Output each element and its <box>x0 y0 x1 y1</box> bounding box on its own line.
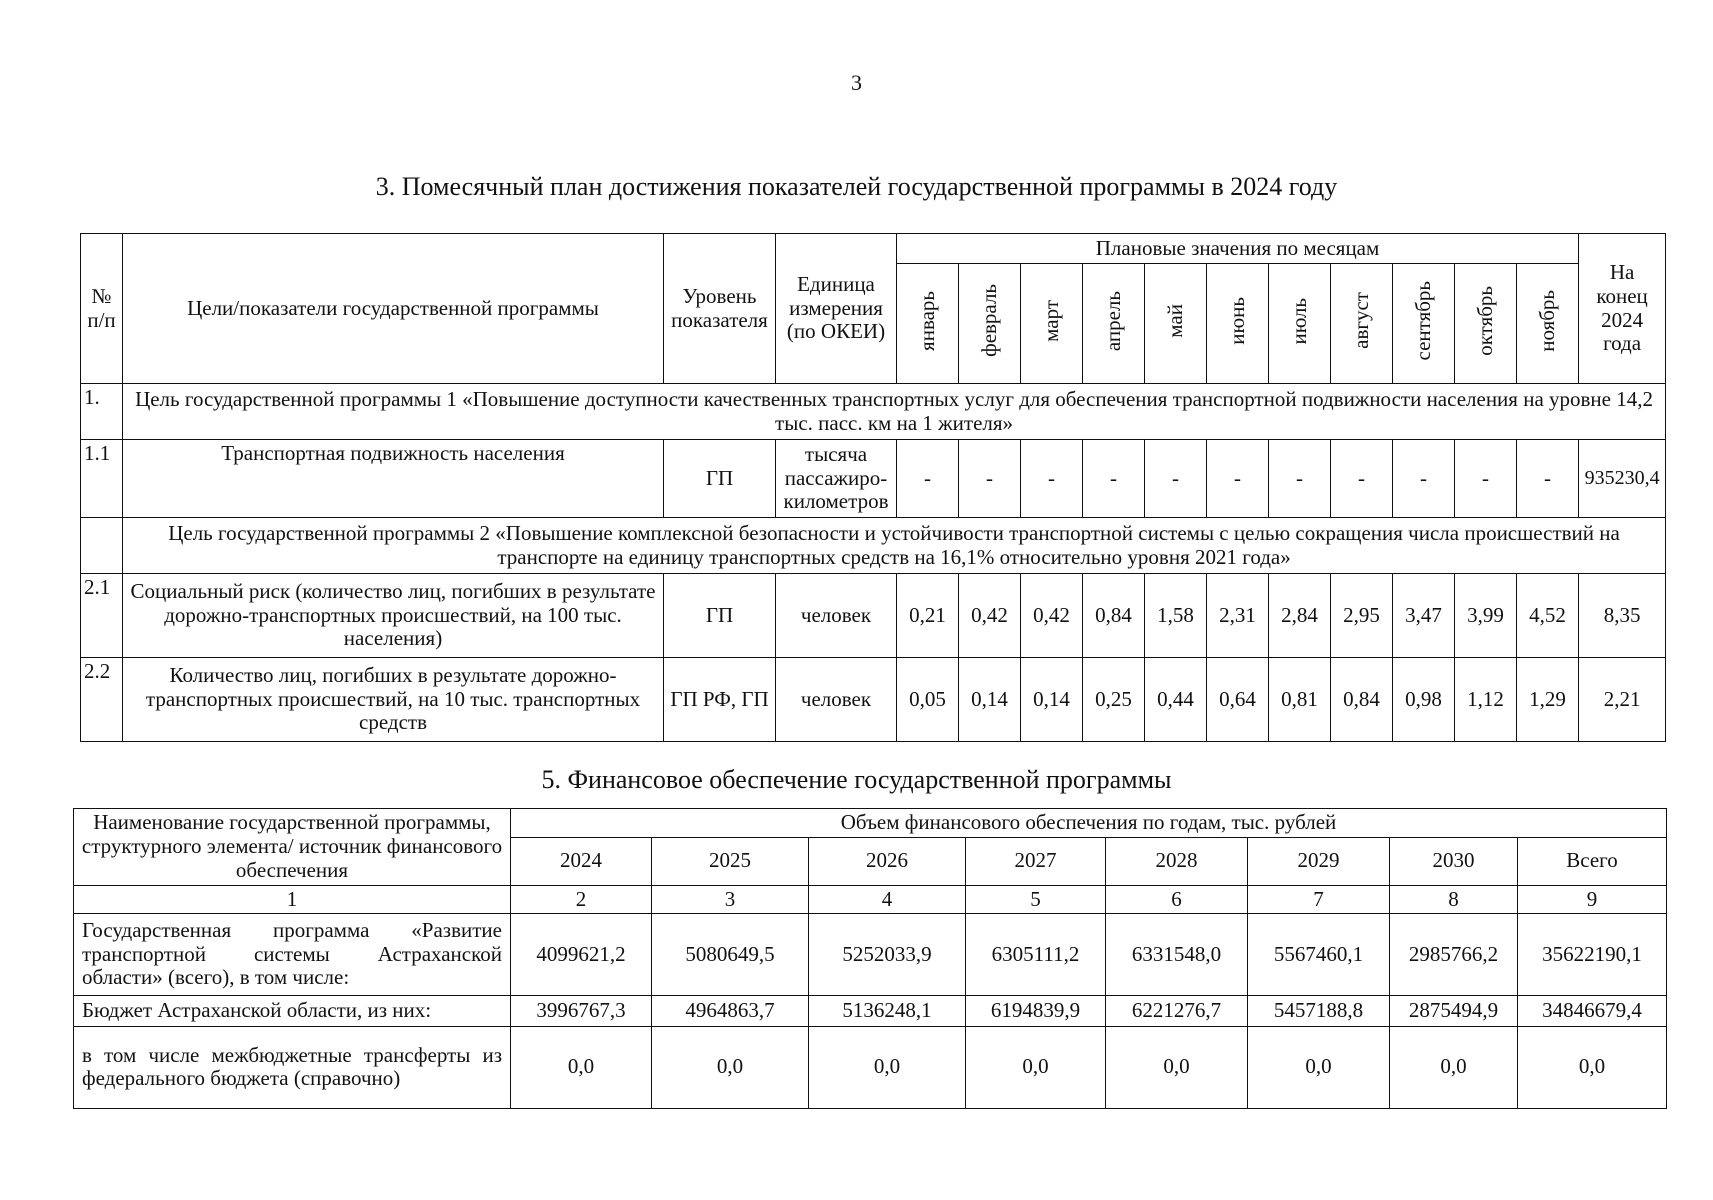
goal-num: 1. <box>81 384 123 440</box>
end-value: 935230,4 <box>1579 440 1666 518</box>
fin-value: 3996767,3 <box>511 996 652 1027</box>
month-header: апрель <box>1083 264 1145 384</box>
month-value: 0,21 <box>897 574 959 658</box>
year-header: 2029 <box>1248 837 1390 885</box>
header-end: На конец 2024 года <box>1579 234 1666 384</box>
end-value: 8,35 <box>1579 574 1666 658</box>
month-header: февраль <box>959 264 1021 384</box>
month-value: - <box>1083 440 1145 518</box>
fin-value: 6221276,7 <box>1106 996 1248 1027</box>
month-header: октябрь <box>1455 264 1517 384</box>
month-value: 1,58 <box>1145 574 1207 658</box>
month-header: март <box>1021 264 1083 384</box>
header-volume: Объем финансового обеспечения по годам, тыс. рублей <box>511 809 1667 838</box>
page-number: 3 <box>851 70 862 95</box>
fin-value: 4099621,2 <box>511 914 652 996</box>
fin-total: 34846679,4 <box>1518 996 1667 1027</box>
month-value: 4,52 <box>1517 574 1579 658</box>
col-number: 3 <box>652 885 809 914</box>
indicator-name: Транспортная подвижность населения <box>123 440 664 518</box>
fin-value: 6305111,2 <box>966 914 1106 996</box>
year-header: 2028 <box>1106 837 1248 885</box>
fin-value: 4964863,7 <box>652 996 809 1027</box>
goal-text: Цель государственной программы 1 «Повышение доступности качественных транспортных услуг для обеспечения транспортной подвижности населения на уровне 14,2 тыс. пасс. км на 1 жителя» <box>123 384 1666 440</box>
fin-value: 2985766,2 <box>1390 914 1518 996</box>
program-name: в том числе межбюджетные трансферты из федерального бюджета (справочно) <box>74 1026 511 1108</box>
month-header: июль <box>1269 264 1331 384</box>
fin-value: 5567460,1 <box>1248 914 1390 996</box>
table-row <box>74 996 1667 1027</box>
month-value: 0,84 <box>1331 658 1393 742</box>
col-number: 5 <box>966 885 1106 914</box>
goal-row <box>81 384 1666 440</box>
month-value: 0,25 <box>1083 658 1145 742</box>
row-num: 2.2 <box>81 658 123 742</box>
row-num: 1.1 <box>81 440 123 518</box>
year-header: 2026 <box>809 837 966 885</box>
month-value: 0,14 <box>1021 658 1083 742</box>
fin-value: 0,0 <box>652 1026 809 1108</box>
goal-text: Цель государственной программы 2 «Повышение комплексной безопасности и устойчивости транспортной системы с целью сокращения числа происшествий на транспорте на единицу транспортных средств на 16,1% относительно уровня 2021 года» <box>123 518 1666 574</box>
year-header: 2024 <box>511 837 652 885</box>
month-value: 3,99 <box>1455 574 1517 658</box>
month-value: - <box>1207 440 1269 518</box>
col-number: 1 <box>74 885 511 914</box>
year-header: 2030 <box>1390 837 1518 885</box>
fin-value: 0,0 <box>1106 1026 1248 1108</box>
month-value: 0,14 <box>959 658 1021 742</box>
end-value: 2,21 <box>1579 658 1666 742</box>
month-header: сентябрь <box>1393 264 1455 384</box>
col-number: 9 <box>1518 885 1667 914</box>
col-number: 6 <box>1106 885 1248 914</box>
col-number: 4 <box>809 885 966 914</box>
header-fin-name: Наименование государственной программы, структурного элемента/ источник финансового обеспечения <box>74 809 511 886</box>
month-value: 0,98 <box>1393 658 1455 742</box>
program-name: Бюджет Астраханской области, из них: <box>74 996 511 1027</box>
indicator-level: ГП <box>664 574 776 658</box>
month-value: 0,44 <box>1145 658 1207 742</box>
indicator-unit: человек <box>776 574 897 658</box>
fin-value: 0,0 <box>511 1026 652 1108</box>
fin-value: 2875494,9 <box>1390 996 1518 1027</box>
month-value: - <box>1145 440 1207 518</box>
month-value: - <box>1021 440 1083 518</box>
table-row <box>74 1026 1667 1108</box>
fin-value: 5136248,1 <box>809 996 966 1027</box>
table-row <box>81 574 1666 658</box>
header-unit: Единица измерения (по ОКЕИ) <box>776 234 897 384</box>
fin-value: 0,0 <box>1248 1026 1390 1108</box>
indicator-name: Количество лиц, погибших в результате дорожно-транспортных происшествий, на 10 тыс. транспортных средств <box>123 658 664 742</box>
month-header: январь <box>897 264 959 384</box>
indicator-unit: тысяча пассажиро-километров <box>776 440 897 518</box>
monthly-plan-table <box>80 233 1666 742</box>
month-value: 2,31 <box>1207 574 1269 658</box>
fin-value: 6331548,0 <box>1106 914 1248 996</box>
month-value: 0,84 <box>1083 574 1145 658</box>
header-level: Уровень показателя <box>664 234 776 384</box>
indicator-level: ГП <box>664 440 776 518</box>
header-num: № п/п <box>81 234 123 384</box>
goal-row <box>81 518 1666 574</box>
fin-value: 0,0 <box>1390 1026 1518 1108</box>
table-row <box>81 440 1666 518</box>
month-value: 1,29 <box>1517 658 1579 742</box>
section3-title: 3. Помесячный план достижения показателей государственной программы в 2024 году <box>375 172 1338 201</box>
month-header: июнь <box>1207 264 1269 384</box>
col-number: 2 <box>511 885 652 914</box>
month-header: август <box>1331 264 1393 384</box>
indicator-unit: человек <box>776 658 897 742</box>
col-number: 7 <box>1248 885 1390 914</box>
program-name: Государственная программа «Развитие транспортной системы Астраханской области» (всего), в том числе: <box>74 914 511 996</box>
section5-title: 5. Финансовое обеспечение государственной программы <box>541 765 1172 794</box>
month-value: - <box>1517 440 1579 518</box>
indicator-level: ГП РФ, ГП <box>664 658 776 742</box>
month-value: - <box>1269 440 1331 518</box>
month-value: 0,81 <box>1269 658 1331 742</box>
fin-value: 0,0 <box>809 1026 966 1108</box>
fin-value: 6194839,9 <box>966 996 1106 1027</box>
month-value: - <box>1455 440 1517 518</box>
fin-value: 0,0 <box>966 1026 1106 1108</box>
month-value: 0,42 <box>959 574 1021 658</box>
month-value: 2,95 <box>1331 574 1393 658</box>
month-value: - <box>1393 440 1455 518</box>
fin-value: 5252033,9 <box>809 914 966 996</box>
month-value: 0,64 <box>1207 658 1269 742</box>
row-num: 2.1 <box>81 574 123 658</box>
col-number: 8 <box>1390 885 1518 914</box>
fin-value: 5457188,8 <box>1248 996 1390 1027</box>
month-value: 1,12 <box>1455 658 1517 742</box>
month-value: - <box>959 440 1021 518</box>
month-value: - <box>897 440 959 518</box>
month-header: ноябрь <box>1517 264 1579 384</box>
header-monthly: Плановые значения по месяцам <box>897 234 1579 264</box>
financing-table <box>73 808 1667 1109</box>
month-header: май <box>1145 264 1207 384</box>
month-value: 0,42 <box>1021 574 1083 658</box>
month-value: 3,47 <box>1393 574 1455 658</box>
month-value: - <box>1331 440 1393 518</box>
year-header: 2027 <box>966 837 1106 885</box>
header-goals: Цели/показатели государственной программы <box>123 234 664 384</box>
month-value: 2,84 <box>1269 574 1331 658</box>
total-header: Всего <box>1518 837 1667 885</box>
table-row <box>74 914 1667 996</box>
fin-total: 35622190,1 <box>1518 914 1667 996</box>
year-header: 2025 <box>652 837 809 885</box>
fin-value: 5080649,5 <box>652 914 809 996</box>
indicator-name: Социальный риск (количество лиц, погибших в результате дорожно-транспортных происшествий, на 100 тыс. населения) <box>123 574 664 658</box>
table-row <box>81 658 1666 742</box>
fin-total: 0,0 <box>1518 1026 1667 1108</box>
goal-num <box>81 518 123 574</box>
month-value: 0,05 <box>897 658 959 742</box>
